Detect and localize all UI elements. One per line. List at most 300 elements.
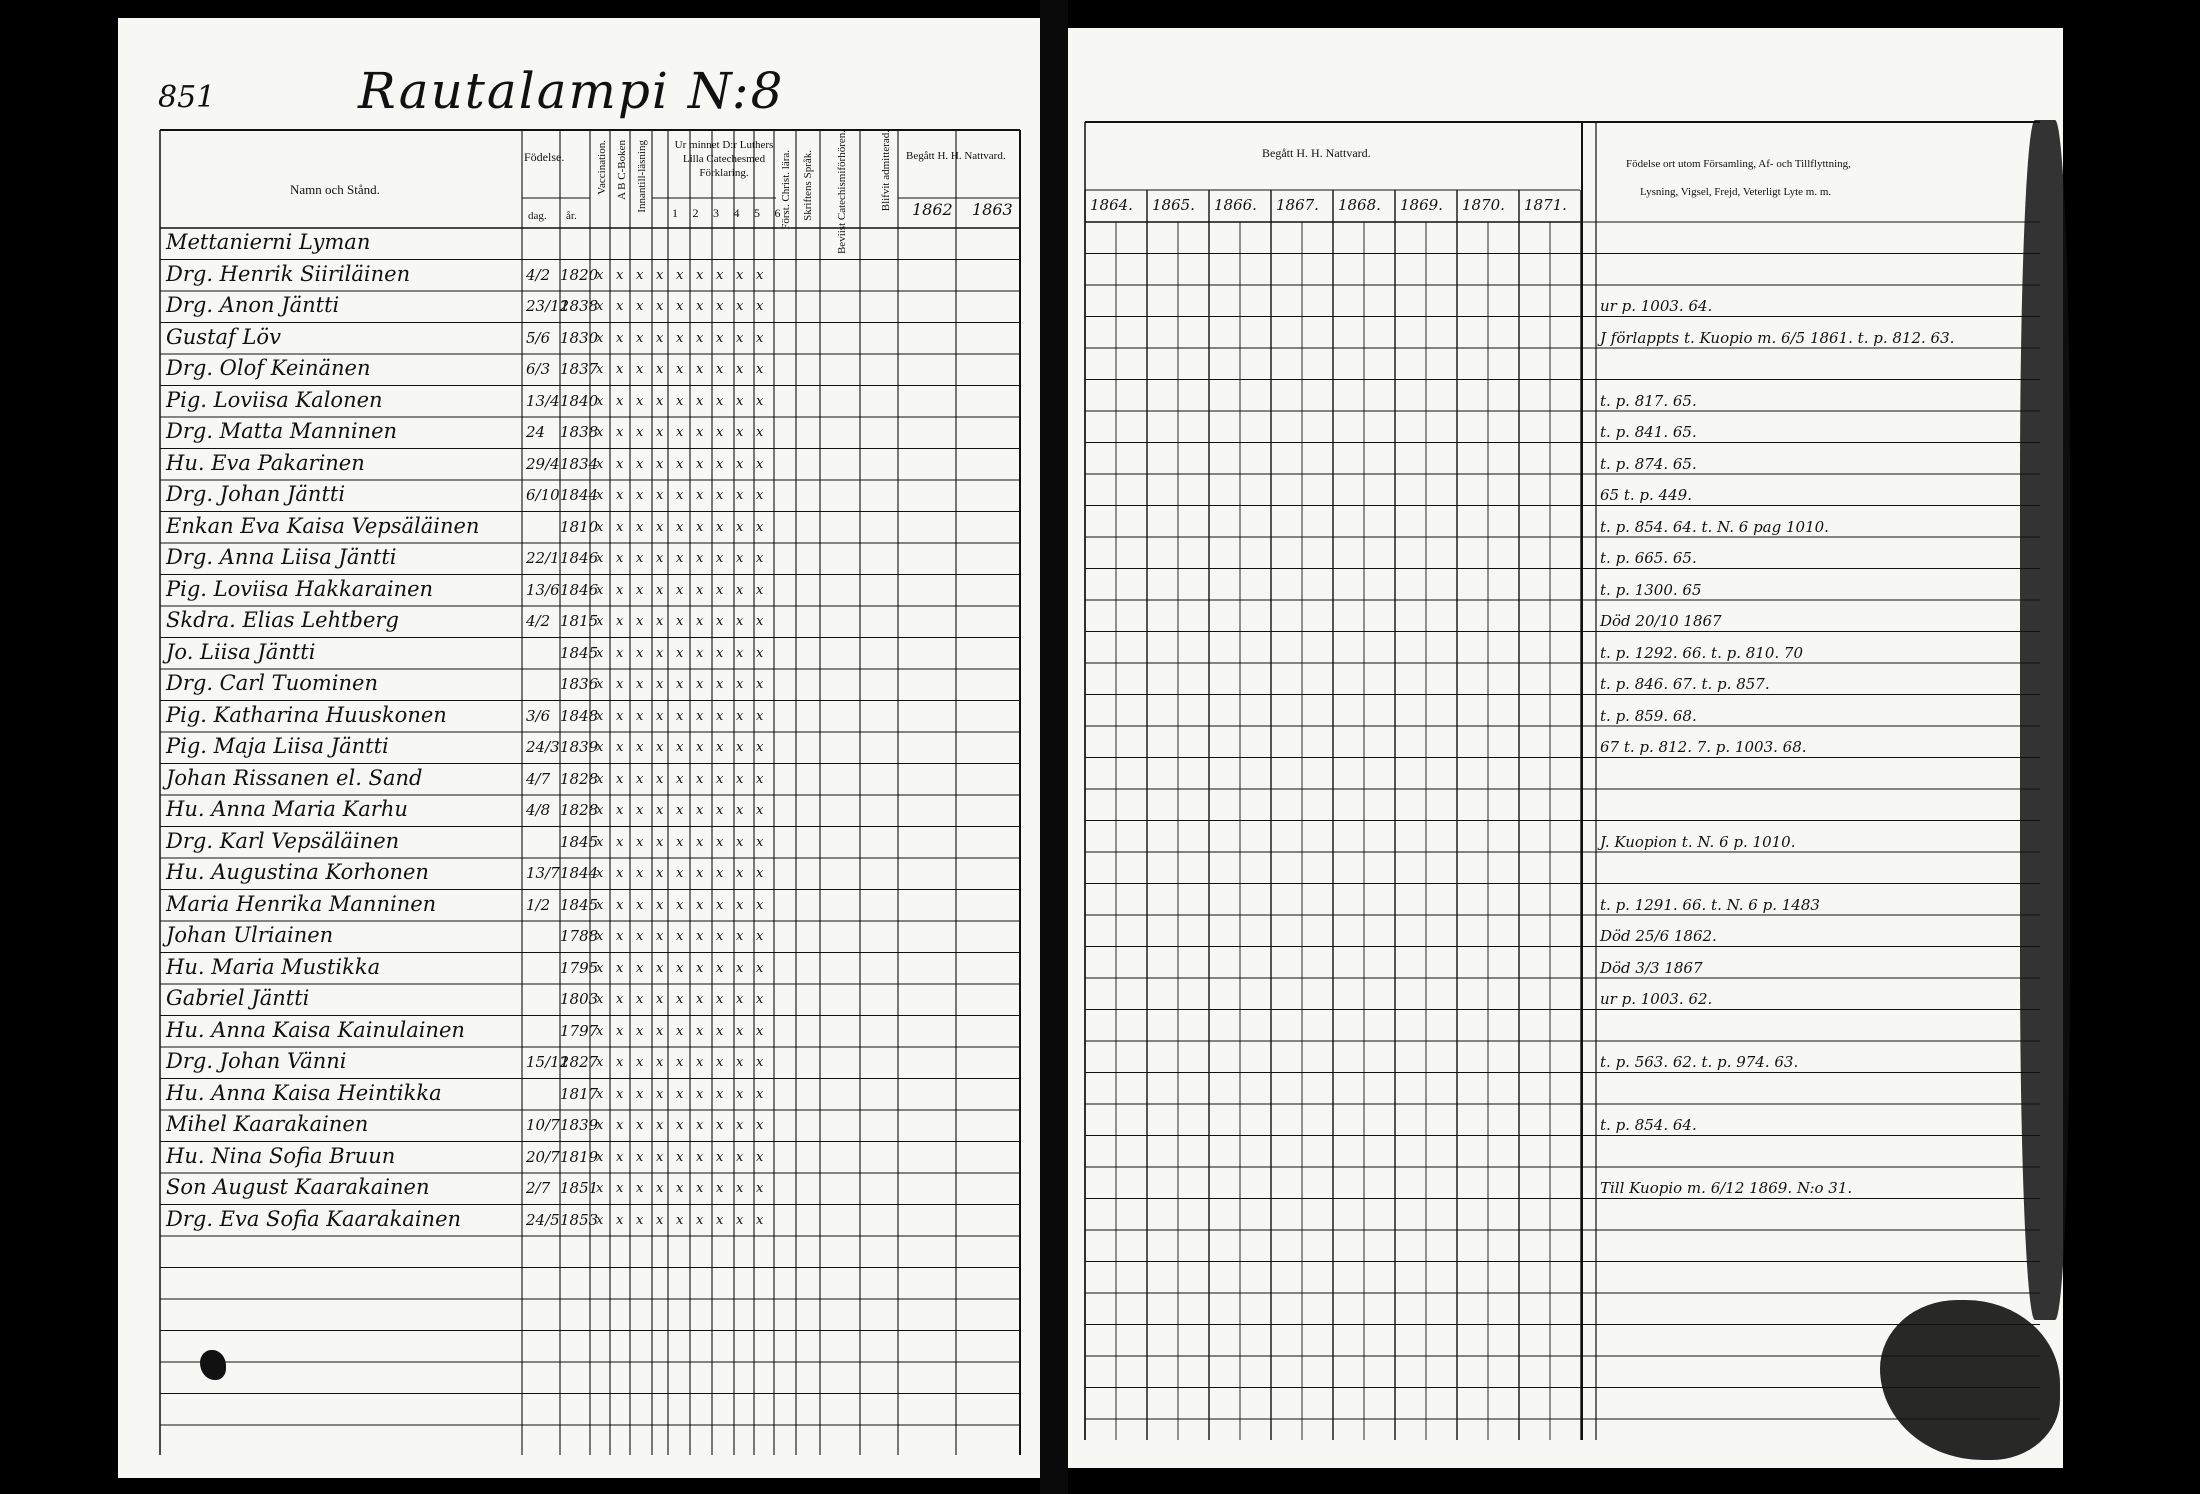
row-tick-mark: x <box>616 330 624 346</box>
row-birth-day: 1/2 <box>526 895 551 914</box>
row-note: ur p. 1003. 62. <box>1600 990 1713 1008</box>
row-note: Död 25/6 1862. <box>1600 927 1717 945</box>
row-tick-mark: x <box>636 1118 644 1133</box>
row-tick-mark: x <box>696 992 704 1007</box>
row-tick-mark: x <box>656 708 664 724</box>
row-birth-year: 1845 <box>560 832 599 851</box>
header-year-1863: 1863 <box>972 200 1013 219</box>
row-birth-year: 1839 <box>560 1116 599 1134</box>
row-tick-mark: x <box>756 1086 764 1102</box>
row-tick-mark: x <box>716 1149 724 1165</box>
row-tick-mark: x <box>696 267 704 283</box>
row-name: Pig. Loviisa Hakkarainen <box>166 576 434 601</box>
row-name: Mettanierni Lyman <box>166 230 371 254</box>
row-birth-year: 1848 <box>560 706 599 725</box>
row-tick-mark: x <box>616 1023 624 1039</box>
row-tick-mark: x <box>676 771 684 787</box>
row-birth-day: 15/12 <box>526 1053 570 1071</box>
row-birth-day: 24/5 <box>526 1210 560 1229</box>
row-note: t. p. 841. 65. <box>1600 423 1697 441</box>
row-tick-mark: x <box>736 1086 744 1102</box>
header-fodelse: Födelse. <box>524 150 565 164</box>
row-tick-mark: x <box>756 456 764 472</box>
row-tick-mark: x <box>676 614 684 629</box>
header-cat-num: 1 <box>672 206 678 220</box>
header-beviist: Beviist Catechismiförhören. <box>836 130 848 255</box>
row-tick-mark: x <box>656 362 664 377</box>
row-tick-mark: x <box>616 929 624 944</box>
row-tick-mark: x <box>716 362 724 377</box>
row-tick-mark: x <box>676 740 684 755</box>
row-tick-mark: x <box>676 362 684 377</box>
row-note: J förlappts t. Kuopio m. 6/5 1861. t. p. 812. 63. <box>1600 328 1955 347</box>
row-tick-mark: x <box>596 897 604 913</box>
row-tick-mark: x <box>596 1023 604 1039</box>
row-tick-mark: x <box>716 1023 724 1039</box>
row-tick-mark: x <box>596 771 604 787</box>
header-year-1867: 1867. <box>1276 196 1319 214</box>
header-cat-num: 3 <box>713 206 719 220</box>
row-tick-mark: x <box>636 362 644 377</box>
row-birth-year: 1828 <box>560 801 599 819</box>
header-skriftens: Skriftens Språk. <box>802 150 814 221</box>
row-tick-mark: x <box>616 960 624 976</box>
page-edge-shadow <box>2020 120 2070 1320</box>
row-note: t. p. 874. 65. <box>1600 454 1697 473</box>
row-tick-mark: x <box>596 929 604 944</box>
row-tick-mark: x <box>656 992 664 1007</box>
row-tick-mark: x <box>656 456 664 472</box>
row-tick-mark: x <box>736 771 744 787</box>
row-tick-mark: x <box>596 299 604 314</box>
row-note: t. p. 1300. 65 <box>1600 580 1702 599</box>
row-tick-mark: x <box>676 677 684 692</box>
row-tick-mark: x <box>596 488 604 503</box>
row-birth-day: 13/7 <box>526 864 560 882</box>
row-tick-mark: x <box>616 1181 624 1196</box>
row-birth-year: 1844 <box>560 864 599 882</box>
row-birth-day: 24 <box>526 423 546 441</box>
row-birth-year: 1839 <box>560 738 599 756</box>
row-tick-mark: x <box>736 708 744 724</box>
row-tick-mark: x <box>696 929 704 944</box>
row-tick-mark: x <box>716 645 724 661</box>
row-tick-mark: x <box>696 1055 704 1070</box>
row-tick-mark: x <box>596 330 604 346</box>
row-birth-year: 1853 <box>560 1210 599 1229</box>
row-birth-year: 1815 <box>560 612 599 630</box>
row-tick-mark: x <box>736 456 744 472</box>
row-tick-mark: x <box>616 362 624 377</box>
row-tick-mark: x <box>596 834 604 850</box>
row-tick-mark: x <box>676 488 684 503</box>
row-tick-mark: x <box>656 834 664 850</box>
row-name: Drg. Anon Jäntti <box>166 293 340 317</box>
row-name: Johan Rissanen el. Sand <box>166 765 423 790</box>
row-name: Hu. Anna Maria Karhu <box>166 797 408 821</box>
row-birth-year: 1803 <box>560 990 599 1008</box>
row-tick-mark: x <box>656 1055 664 1070</box>
row-name: Enkan Eva Kaisa Vepsäläinen <box>166 513 480 538</box>
row-note: t. p. 817. 65. <box>1600 391 1697 410</box>
row-tick-mark: x <box>716 1212 724 1228</box>
row-name: Skdra. Elias Lehtberg <box>166 608 399 632</box>
row-tick-mark: x <box>756 299 764 314</box>
row-tick-mark: x <box>736 582 744 598</box>
row-name: Drg. Henrik Siiriläinen <box>166 261 411 286</box>
row-tick-mark: x <box>616 393 624 409</box>
row-tick-mark: x <box>656 1086 664 1102</box>
row-tick-mark: x <box>736 330 744 346</box>
header-bliffit: Blifvit admitterad. <box>880 130 892 212</box>
row-birth-day: 3/6 <box>526 706 551 725</box>
row-name: Johan Ulriainen <box>166 923 334 947</box>
row-tick-mark: x <box>736 551 744 566</box>
row-tick-mark: x <box>596 519 604 535</box>
row-tick-mark: x <box>676 1023 684 1039</box>
header-catechismus: Ur minnet D:r Luthers Lilla Catechesmed Förklaring. <box>674 139 774 179</box>
row-tick-mark: x <box>696 456 704 472</box>
row-tick-mark: x <box>696 866 704 881</box>
row-birth-day: 13/6 <box>526 580 560 599</box>
row-tick-mark: x <box>716 299 724 314</box>
row-tick-mark: x <box>596 582 604 598</box>
row-tick-mark: x <box>676 929 684 944</box>
row-tick-mark: x <box>696 582 704 598</box>
row-tick-mark: x <box>656 267 664 283</box>
row-tick-mark: x <box>736 1212 744 1228</box>
row-name: Hu. Augustina Korhonen <box>166 860 429 884</box>
row-tick-mark: x <box>696 425 704 440</box>
row-birth-year: 1810 <box>560 517 599 536</box>
row-tick-mark: x <box>756 677 764 692</box>
row-birth-day: 22/1 <box>526 549 560 567</box>
row-tick-mark: x <box>656 488 664 503</box>
row-tick-mark: x <box>596 614 604 629</box>
row-tick-mark: x <box>616 708 624 724</box>
row-name: Hu. Nina Sofia Bruun <box>166 1143 396 1168</box>
row-tick-mark: x <box>616 551 624 566</box>
row-tick-mark: x <box>616 1212 624 1228</box>
row-tick-mark: x <box>616 645 624 661</box>
row-name: Drg. Johan Vänni <box>166 1049 347 1073</box>
row-tick-mark: x <box>736 1023 744 1039</box>
row-tick-mark: x <box>636 519 644 535</box>
row-tick-mark: x <box>636 393 644 409</box>
header-innantill: Innantill-läsning <box>636 140 648 213</box>
row-note: Död 3/3 1867 <box>1600 958 1703 977</box>
row-birth-day: 20/7 <box>526 1147 560 1166</box>
row-note: ur p. 1003. 64. <box>1600 297 1713 315</box>
row-tick-mark: x <box>716 425 724 440</box>
row-tick-mark: x <box>696 1023 704 1039</box>
row-tick-mark: x <box>596 740 604 755</box>
row-tick-mark: x <box>616 299 624 314</box>
row-tick-mark: x <box>596 551 604 566</box>
row-birth-day: 2/7 <box>526 1179 551 1197</box>
row-tick-mark: x <box>656 330 664 346</box>
row-tick-mark: x <box>716 519 724 535</box>
header-begatt-right: Begått H. H. Nattvard. <box>1262 146 1371 160</box>
row-note: 67 t. p. 812. 7. p. 1003. 68. <box>1600 738 1807 756</box>
row-tick-mark: x <box>616 834 624 850</box>
row-tick-mark: x <box>676 960 684 976</box>
row-tick-mark: x <box>676 1149 684 1165</box>
row-tick-mark: x <box>616 677 624 692</box>
row-tick-mark: x <box>636 299 644 314</box>
header-year-1862: 1862 <box>912 200 953 219</box>
header-forst-christ: Först. Christ. lära. <box>780 150 792 230</box>
row-tick-mark: x <box>596 1212 604 1228</box>
row-tick-mark: x <box>676 551 684 566</box>
row-tick-mark: x <box>716 834 724 850</box>
row-tick-mark: x <box>756 425 764 440</box>
row-tick-mark: x <box>756 645 764 661</box>
row-tick-mark: x <box>596 1149 604 1165</box>
row-note: Död 20/10 1867 <box>1600 612 1722 630</box>
row-tick-mark: x <box>696 677 704 692</box>
row-birth-day: 4/2 <box>526 612 551 630</box>
row-tick-mark: x <box>656 740 664 755</box>
row-tick-mark: x <box>736 740 744 755</box>
row-tick-mark: x <box>676 897 684 913</box>
row-name: Drg. Olof Keinänen <box>166 356 371 380</box>
header-year-1864: 1864. <box>1090 196 1133 214</box>
row-tick-mark: x <box>636 897 644 913</box>
row-tick-mark: x <box>696 1212 704 1228</box>
row-tick-mark: x <box>676 803 684 818</box>
row-tick-mark: x <box>596 1086 604 1102</box>
row-tick-mark: x <box>676 330 684 346</box>
row-tick-mark: x <box>676 299 684 314</box>
row-birth-day: 29/4 <box>526 454 560 473</box>
row-tick-mark: x <box>756 488 764 503</box>
page-number: 851 <box>158 80 216 115</box>
row-tick-mark: x <box>696 1118 704 1133</box>
row-tick-mark: x <box>616 425 624 440</box>
row-tick-mark: x <box>596 456 604 472</box>
row-tick-mark: x <box>736 362 744 377</box>
row-tick-mark: x <box>636 992 644 1007</box>
row-tick-mark: x <box>716 330 724 346</box>
row-tick-mark: x <box>696 1181 704 1196</box>
row-tick-mark: x <box>716 866 724 881</box>
row-tick-mark: x <box>716 456 724 472</box>
row-birth-year: 1820 <box>560 265 599 284</box>
row-note: t. p. 1291. 66. t. N. 6 p. 1483 <box>1600 895 1820 914</box>
row-tick-mark: x <box>736 425 744 440</box>
row-birth-year: 1845 <box>560 895 599 914</box>
row-tick-mark: x <box>656 1212 664 1228</box>
row-name: Jo. Liisa Jäntti <box>166 639 316 664</box>
row-tick-mark: x <box>636 929 644 944</box>
row-tick-mark: x <box>596 1055 604 1070</box>
row-tick-mark: x <box>696 1149 704 1165</box>
row-name: Pig. Loviisa Kalonen <box>166 387 383 412</box>
row-tick-mark: x <box>716 992 724 1007</box>
row-tick-mark: x <box>736 645 744 661</box>
header-cat-num: 6 <box>774 206 781 220</box>
row-tick-mark: x <box>676 267 684 283</box>
row-birth-day: 13/4 <box>526 391 560 410</box>
row-tick-mark: x <box>636 1212 644 1228</box>
row-tick-mark: x <box>636 740 644 755</box>
row-birth-year: 1819 <box>560 1147 599 1166</box>
row-birth-day: 4/7 <box>526 769 551 788</box>
row-tick-mark: x <box>756 929 764 944</box>
row-tick-mark: x <box>616 1149 624 1165</box>
row-tick-mark: x <box>696 803 704 818</box>
row-tick-mark: x <box>676 834 684 850</box>
row-tick-mark: x <box>616 614 624 629</box>
row-tick-mark: x <box>736 614 744 629</box>
row-tick-mark: x <box>696 519 704 535</box>
row-tick-mark: x <box>716 614 724 629</box>
row-tick-mark: x <box>596 992 604 1007</box>
row-tick-mark: x <box>636 1055 644 1070</box>
row-tick-mark: x <box>736 1181 744 1196</box>
row-tick-mark: x <box>636 1086 644 1102</box>
row-tick-mark: x <box>756 771 764 787</box>
row-name: Maria Henrika Manninen <box>166 891 437 916</box>
row-tick-mark: x <box>756 393 764 409</box>
row-tick-mark: x <box>616 267 624 283</box>
row-tick-mark: x <box>716 677 724 692</box>
row-tick-mark: x <box>596 393 604 409</box>
header-begatt-left: Begått H. H. Nattvard. <box>906 150 1006 162</box>
row-birth-year: 1817 <box>560 1084 599 1103</box>
row-tick-mark: x <box>756 834 764 850</box>
row-tick-mark: x <box>736 393 744 409</box>
header-year-1870: 1870. <box>1462 196 1505 214</box>
row-tick-mark: x <box>736 929 744 944</box>
row-birth-year: 1797 <box>560 1021 599 1040</box>
row-tick-mark: x <box>696 834 704 850</box>
header-cat-num: 2 <box>692 206 699 220</box>
header-namn: Namn och Stånd. <box>290 182 380 197</box>
row-tick-mark: x <box>636 551 644 566</box>
row-tick-mark: x <box>596 645 604 661</box>
header-year-1866: 1866. <box>1214 196 1257 214</box>
row-tick-mark: x <box>736 1149 744 1165</box>
row-tick-mark: x <box>716 551 724 566</box>
header-abc: A B C-Boken <box>616 140 628 200</box>
row-name: Drg. Matta Manninen <box>166 419 398 443</box>
row-tick-mark: x <box>656 1149 664 1165</box>
row-note: t. p. 1292. 66. t. p. 810. 70 <box>1600 643 1803 662</box>
row-name: Drg. Karl Vepsäläinen <box>166 828 400 853</box>
row-tick-mark: x <box>656 866 664 881</box>
row-tick-mark: x <box>656 582 664 598</box>
row-tick-mark: x <box>756 708 764 724</box>
row-name: Hu. Eva Pakarinen <box>166 450 365 475</box>
row-tick-mark: x <box>636 1023 644 1039</box>
row-birth-year: 1846 <box>560 549 599 567</box>
row-tick-mark: x <box>616 519 624 535</box>
row-tick-mark: x <box>756 1149 764 1165</box>
row-birth-day: 24/3 <box>526 738 560 756</box>
row-birth-year: 1795 <box>560 958 599 977</box>
ink-blot <box>200 1350 226 1380</box>
row-tick-mark: x <box>676 1055 684 1070</box>
row-note: Till Kuopio m. 6/12 1869. N:o 31. <box>1600 1179 1853 1197</box>
row-tick-mark: x <box>676 425 684 440</box>
row-note: t. p. 665. 65. <box>1600 549 1697 567</box>
row-tick-mark: x <box>636 456 644 472</box>
row-tick-mark: x <box>636 267 644 283</box>
row-tick-mark: x <box>716 1181 724 1196</box>
row-tick-mark: x <box>696 393 704 409</box>
row-tick-mark: x <box>676 1086 684 1102</box>
row-tick-mark: x <box>736 803 744 818</box>
row-tick-mark: x <box>736 992 744 1007</box>
row-tick-mark: x <box>596 1181 604 1196</box>
row-tick-mark: x <box>696 771 704 787</box>
row-name: Drg. Carl Tuominen <box>166 671 378 695</box>
row-tick-mark: x <box>596 1118 604 1133</box>
row-tick-mark: x <box>596 425 604 440</box>
row-tick-mark: x <box>616 897 624 913</box>
row-tick-mark: x <box>656 929 664 944</box>
row-birth-year: 1851 <box>560 1179 599 1197</box>
row-tick-mark: x <box>716 897 724 913</box>
row-tick-mark: x <box>736 299 744 314</box>
row-tick-mark: x <box>676 582 684 598</box>
row-note: t. p. 854. 64. <box>1600 1116 1697 1134</box>
row-name: Drg. Johan Jäntti <box>166 482 346 506</box>
row-tick-mark: x <box>756 551 764 566</box>
header-ar: år. <box>566 210 577 222</box>
row-tick-mark: x <box>656 960 664 976</box>
row-tick-mark: x <box>656 677 664 692</box>
row-tick-mark: x <box>596 866 604 881</box>
row-tick-mark: x <box>756 740 764 755</box>
row-tick-mark: x <box>696 362 704 377</box>
row-tick-mark: x <box>696 488 704 503</box>
row-tick-mark: x <box>636 330 644 346</box>
row-tick-mark: x <box>696 1086 704 1102</box>
row-tick-mark: x <box>756 267 764 283</box>
row-tick-mark: x <box>756 1055 764 1070</box>
row-tick-mark: x <box>676 1212 684 1228</box>
row-tick-mark: x <box>656 425 664 440</box>
row-tick-mark: x <box>656 771 664 787</box>
row-tick-mark: x <box>716 267 724 283</box>
row-tick-mark: x <box>656 1023 664 1039</box>
village-title: Rautalampi N:8 <box>358 62 785 120</box>
row-tick-mark: x <box>756 362 764 377</box>
row-tick-mark: x <box>636 425 644 440</box>
row-name: Hu. Anna Kaisa Heintikka <box>166 1080 442 1105</box>
row-tick-mark: x <box>676 645 684 661</box>
row-name: Mihel Kaarakainen <box>166 1112 369 1136</box>
row-birth-day: 4/2 <box>526 265 551 284</box>
row-tick-mark: x <box>656 614 664 629</box>
row-tick-mark: x <box>676 992 684 1007</box>
row-tick-mark: x <box>756 1023 764 1039</box>
row-birth-year: 1840 <box>560 391 599 410</box>
row-tick-mark: x <box>696 708 704 724</box>
row-tick-mark: x <box>716 929 724 944</box>
row-birth-day: 10/7 <box>526 1116 560 1134</box>
row-tick-mark: x <box>716 740 724 755</box>
row-birth-year: 1838 <box>560 423 599 441</box>
row-tick-mark: x <box>716 582 724 598</box>
row-tick-mark: x <box>656 1181 664 1196</box>
row-tick-mark: x <box>616 456 624 472</box>
row-tick-mark: x <box>756 1181 764 1196</box>
row-tick-mark: x <box>596 362 604 377</box>
